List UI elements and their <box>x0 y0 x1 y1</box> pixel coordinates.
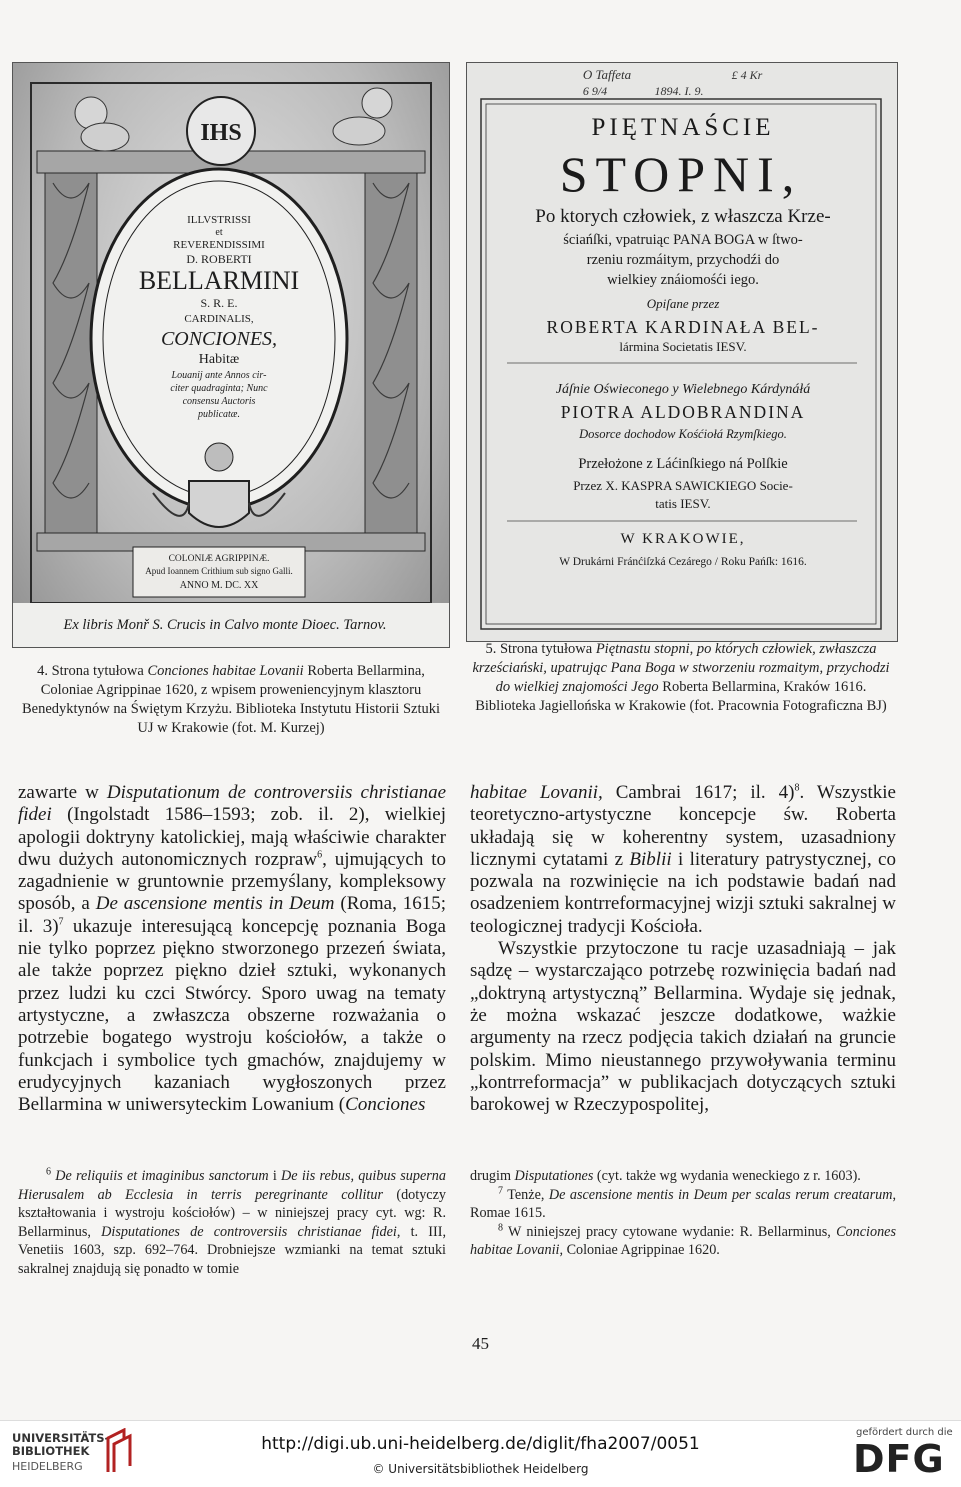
caption-text: Roberta Bellarmina, Kraków 1616. Biblioteka Jagiellońska w Krakowie (fot. Pracownia Fotograficzna BJ) <box>475 679 887 714</box>
manuscript-note: O Taffeta <box>582 67 632 82</box>
footnote-number: 6 <box>46 1166 51 1178</box>
title-line: Louanij ante Annos cir- <box>171 370 267 381</box>
permalink-url[interactable]: http://digi.ub.uni-heidelberg.de/diglit/fha2007/0051 <box>261 1434 700 1454</box>
tp-line: wielkiey znáiomośći iego. <box>607 272 759 288</box>
tp-line: Po ktorych człowiek, z właszcza Krze- <box>535 206 831 227</box>
tp-line: lármina Societatis IESV. <box>619 339 747 354</box>
figure-4-caption <box>14 662 448 738</box>
tp-line: tatis IESV. <box>655 496 711 511</box>
tp-line: rzeniu rozmáitym, przychodźi do <box>586 252 780 268</box>
tp-line: Jáſnie Oświeconego y Wielebnego Kárdynáłá <box>555 382 811 397</box>
library-name-line: BIBLIOTHEK <box>12 1444 90 1458</box>
title-line: BELLARMINI <box>138 266 300 295</box>
title-line: CONCIONES, <box>160 328 278 350</box>
tp-line: Opiſane przez <box>646 296 720 311</box>
typeset-title-page <box>467 63 897 641</box>
funding-label: gefördert durch die <box>856 1427 953 1438</box>
footnote-number: 8 <box>498 1221 503 1233</box>
paragraph: zawarte w Disputationum de controversiis christianae fidei (Ingolstadt 1586–1593; zob. il. 2), wielkiej apologii doktryny katolickiej, mają właściwie charakter dwu dużych autonomicznych rozpraw$^6$, ujmujących to zagadnienie w gruntownie przemyślany, kompleksowy sposób, a De ascensione mentis in Deum (Roma, 1615; il. 3)$^7$ ukazuje interesującą koncepcję poznania Boga nie tylko poprzez piękno stworzonego przezeń świata, ale także poprzez piękno dzieł sztuki, wykonanych przez ludzi ku czci Stwórcy. Sporo uwag na tematy artystyczne, a zwłaszcza obszerne rozważania o potrzebie bogatego wystroju kościołów, a także o funkcjach i symbolice tych gmachów, znajdujemy w erudycyjnych kazaniach wygłoszonych przez Bellarmina w uniwersyteckim Lowanium (Conciones <box>18 782 447 1116</box>
imprint-line: Apud Ioannem Crithium sub signo Galli. <box>145 566 293 576</box>
caption-text: Roberta Bellarmina, Coloniae Agrippinae 1620, z wpisem proweniencyjnym klasztoru Benedyktynów na Świętym Krzyżu. Biblioteka Instytutu Historii Sztuki UJ w Krakowie (fot. M. Kurzej) <box>21 663 441 736</box>
cherub-left <box>75 97 129 151</box>
figure-5-caption <box>468 640 894 716</box>
manuscript-note: 6 9/4 <box>582 84 608 98</box>
footnote-ref: 7 <box>58 916 64 928</box>
tp-line: Dosorce dochodow Kośćiołá Rzymſkiego. <box>579 427 787 441</box>
tp-line: ROBERTA KARDINAŁA BEL- <box>546 317 820 337</box>
caption-prefix: 4. Strona tytułowa <box>37 663 148 679</box>
title-line: S. R. E. <box>200 296 238 310</box>
footnote-number: 7 <box>498 1184 503 1196</box>
imprint-line: ANNO M. DC. XX <box>179 580 259 591</box>
title-line: Habitæ <box>198 352 240 367</box>
title-line: CARDINALIS, <box>184 313 254 325</box>
library-city: HEIDELBERG <box>12 1460 83 1473</box>
tp-line: STOPNI, <box>559 146 803 202</box>
title-line: consensu Auctoris <box>182 396 256 407</box>
engraved-title-page <box>13 63 449 647</box>
tp-line: PIOTRA ALDOBRANDINA <box>560 402 806 422</box>
footnote-ref: 6 <box>317 849 323 861</box>
tp-line: W Drukárni Fránćiſzká Cezárego / Roku Pańſk: 1616. <box>559 556 807 568</box>
imprint-line: COLONIÆ AGRIPPINÆ. <box>168 554 270 564</box>
title-line: REVERENDISSIMI <box>173 239 265 251</box>
manuscript-note: 1894. I. 9. <box>654 84 704 98</box>
tp-line: PIĘTNAŚCIE <box>591 114 775 141</box>
copyright-notice: © Universitätsbibliothek Heidelberg <box>372 1462 589 1476</box>
title-line: citer quadraginta; Nunc <box>170 383 268 394</box>
monogram: IHS <box>200 120 242 146</box>
body-column-right <box>470 782 896 1116</box>
title-line: et <box>215 227 223 238</box>
provenance-inscription: Ex libris Monř S. Crucis in Calvo monte Dioec. Tarnov. <box>63 617 387 633</box>
figure-5-title-page <box>466 62 898 642</box>
tp-line: ściańſki, vpatruiąc PANA BOGA w ſtwo- <box>563 232 803 248</box>
footnote-6-continued: drugim Disputationes (cyt. także wg wydania weneckiego z r. 1603). <box>470 1168 861 1184</box>
tp-line: Przełożone z Láćinſkiego ná Polſkie <box>578 456 788 472</box>
footnote-7: $^7$ Tenże, De ascensione mentis in Deum per scalas rerum creatarum, Romae 1615. <box>470 1184 897 1221</box>
footnote-ref: 8 <box>794 782 800 794</box>
library-name-line: UNIVERSITÄTS- <box>12 1431 110 1445</box>
footnotes-left <box>18 1167 446 1278</box>
manuscript-note: £ 4 Kr <box>731 68 763 82</box>
paragraph: Wszystkie przytoczone tu racje uzasadniają – jak sądzę – wystarczająco potrzebę rozwinięcia badań nad „doktryną artystyczną” Bellarmina. Wydaje się jednak, że można wskazać jeszcze dodatkowe, ważkie argumenty na rzecz podjęcia takich działań na gruncie polskim. Mimo nieustannego przywoływania terminu „kontrreformacja” w publikacjach dotyczących sztuki barokowej w Rzeczypospolitej, <box>470 938 896 1116</box>
body-column-left <box>18 782 446 1116</box>
caption-title: Conciones habitae Lovanii <box>147 663 304 679</box>
caption-prefix: 5. Strona tytułowa <box>485 641 596 657</box>
paragraph: habitae Lovanii, Cambrai 1617; il. 4)$^8$. Wszystkie teoretyczno-artystyczne koncepcje św. Roberta układają się w koherentny system, uzasadniony licznymi cytatami z Biblii i literatury patrystycznej, co pozwala na rozwinięcie na ich podstawie badań nad osadzeniem kontrreformacyjnej wizji sztuki sakralnej w teologicznej tradycji Kościoła. <box>470 782 896 937</box>
title-line: D. ROBERTI <box>186 252 252 266</box>
figure-4-engraving <box>12 62 450 648</box>
tp-line: W KRAKOWIE, <box>620 531 746 547</box>
tp-line: Przez X. KASPRA SAWICKIEGO Socie- <box>573 478 793 493</box>
cherub-right <box>333 88 392 145</box>
ihs-medallion <box>187 97 255 165</box>
caption-title: Piętnastu stopni, po których człowiek, zwłaszcza krześciański, upatrując Pana Boga w stworzeniu rozmaitym, przychodzi do wielkiej znajomości Jego <box>472 641 890 695</box>
title-line: ILLVSTRISSI <box>187 214 251 226</box>
title-line: publicatæ. <box>198 409 240 420</box>
footnotes-right <box>470 1167 896 1260</box>
footnote-6: $^6$ De reliquiis et imaginibus sanctorum i De iis rebus, quibus superna Hierusalem ab Ecclesia in terris peregrinante collitur (dotyczy kształtowania i wystroju kościołów) – w niniejszej pracy cyt. wg: R. Bellarminus, Disputationes de controversiis christianae fidei, t. III, Venetiis 1603, szp. 692–764. Drobniejsze wzmianki na temat sztuki sakralnej znajdują się ponadto w tomie <box>18 1166 446 1277</box>
page-number: 45 <box>472 1334 489 1353</box>
dfg-logo: DFG <box>853 1437 945 1481</box>
footnote-8: $^8$ W niniejszej pracy cytowane wydanie: R. Bellarminus, Conciones habitae Lovanii, Coloniae Agrippinae 1620. <box>470 1221 896 1258</box>
